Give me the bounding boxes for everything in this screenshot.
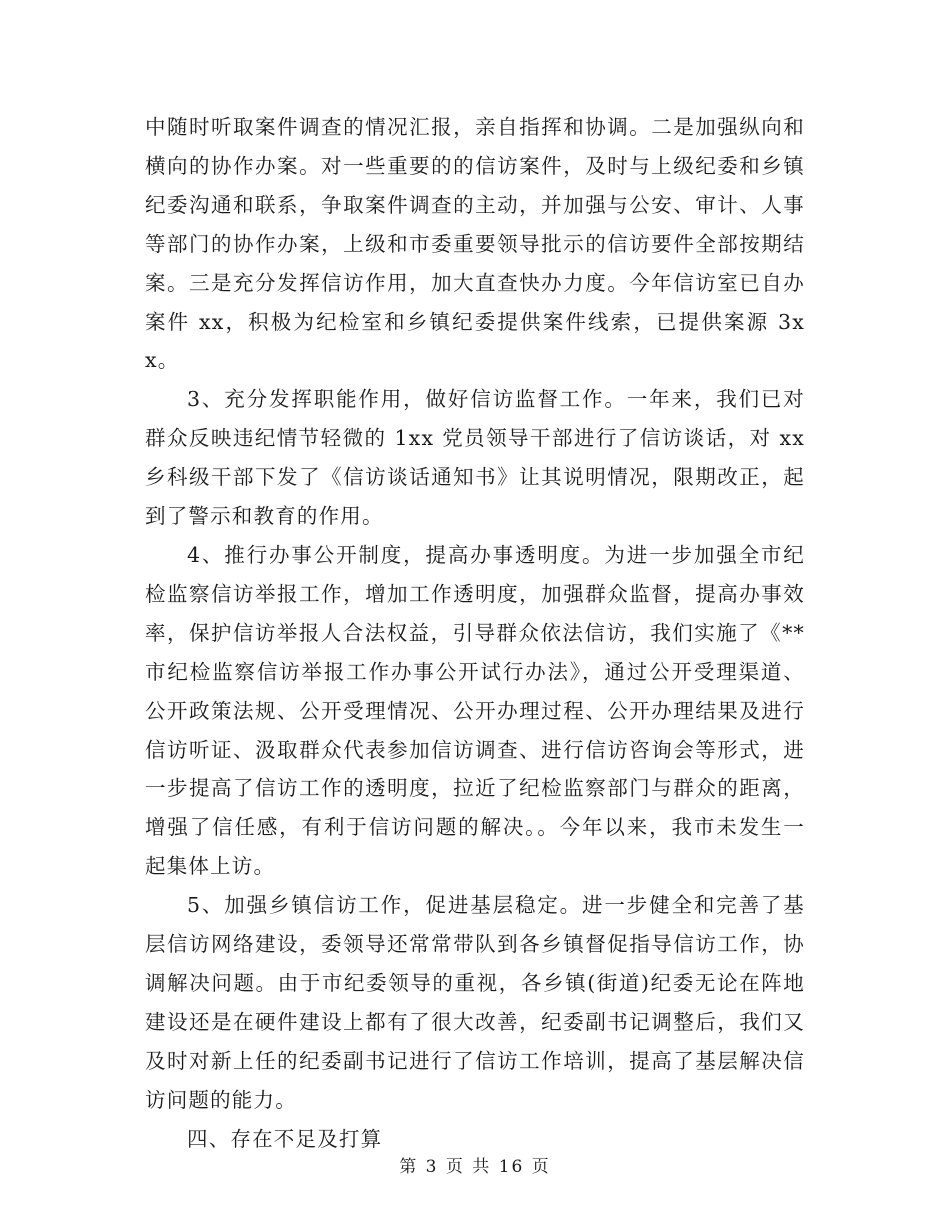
section-heading: 四、存在不足及打算: [187, 1126, 383, 1151]
document-body: [145, 108, 805, 1158]
paragraph-supervision: 3、充分发挥职能作用，做好信访监督工作。一年来，我们已对群众反映违纪情节轻微的 1xx 党员领导干部进行了信访谈话，对 xx 乡科级干部下发了《信访谈话通知书》让其说明情况，限期改正，起到了警示和教育的作用。: [145, 387, 805, 529]
paragraph-township-work: 5、加强乡镇信访工作，促进基层稳定。进一步健全和完善了基层信访网络建设，委领导还常常带队到各乡镇督促指导信访工作，协调解决问题。由于市纪委领导的重视，各乡镇(街道)纪委无论在阵地建设还是在硬件建设上都有了很大改善，纪委副书记调整后，我们又及时对新上任的纪委副书记进行了信访工作培训，提高了基层解决信访问题的能力。: [145, 893, 805, 1112]
paragraph-transparency: 4、推行办事公开制度，提高办事透明度。为进一步加强全市纪检监察信访举报工作，增加工作透明度，加强群众监督，提高办事效率，保护信访举报人合法权益，引导群众依法信访，我们实施了《**市纪检监察信访举报工作办事公开试行办法》，通过公开受理渠道、公开政策法规、公开受理情况、公开办理过程、公开办理结果及进行信访听证、汲取群众代表参加信访调查、进行信访咨询会等形式，进一步提高了信访工作的透明度，拉近了纪检监察部门与群众的距离，增强了信任感，有利于信访问题的解决。。今年以来，我市未发生一起集体上访。: [145, 542, 805, 879]
paragraph-case-cooperation: 中随时听取案件调查的情况汇报，亲自指挥和协调。二是加强纵向和横向的协作办案。对一些重要的的信访案件，及时与上级纪委和乡镇纪委沟通和联系，争取案件调查的主动，并加强与公安、审计、人事等部门的协作办案，上级和市委重要领导批示的信访要件全部按期结案。三是充分发挥信访作用，加大直查快办力度。今年信访室已自办案件 xx，积极为纪检室和乡镇纪委提供案件线索，已提供案源 3xx。: [145, 115, 805, 373]
page-number-footer: 第 3 页 共 16 页: [399, 1157, 551, 1177]
